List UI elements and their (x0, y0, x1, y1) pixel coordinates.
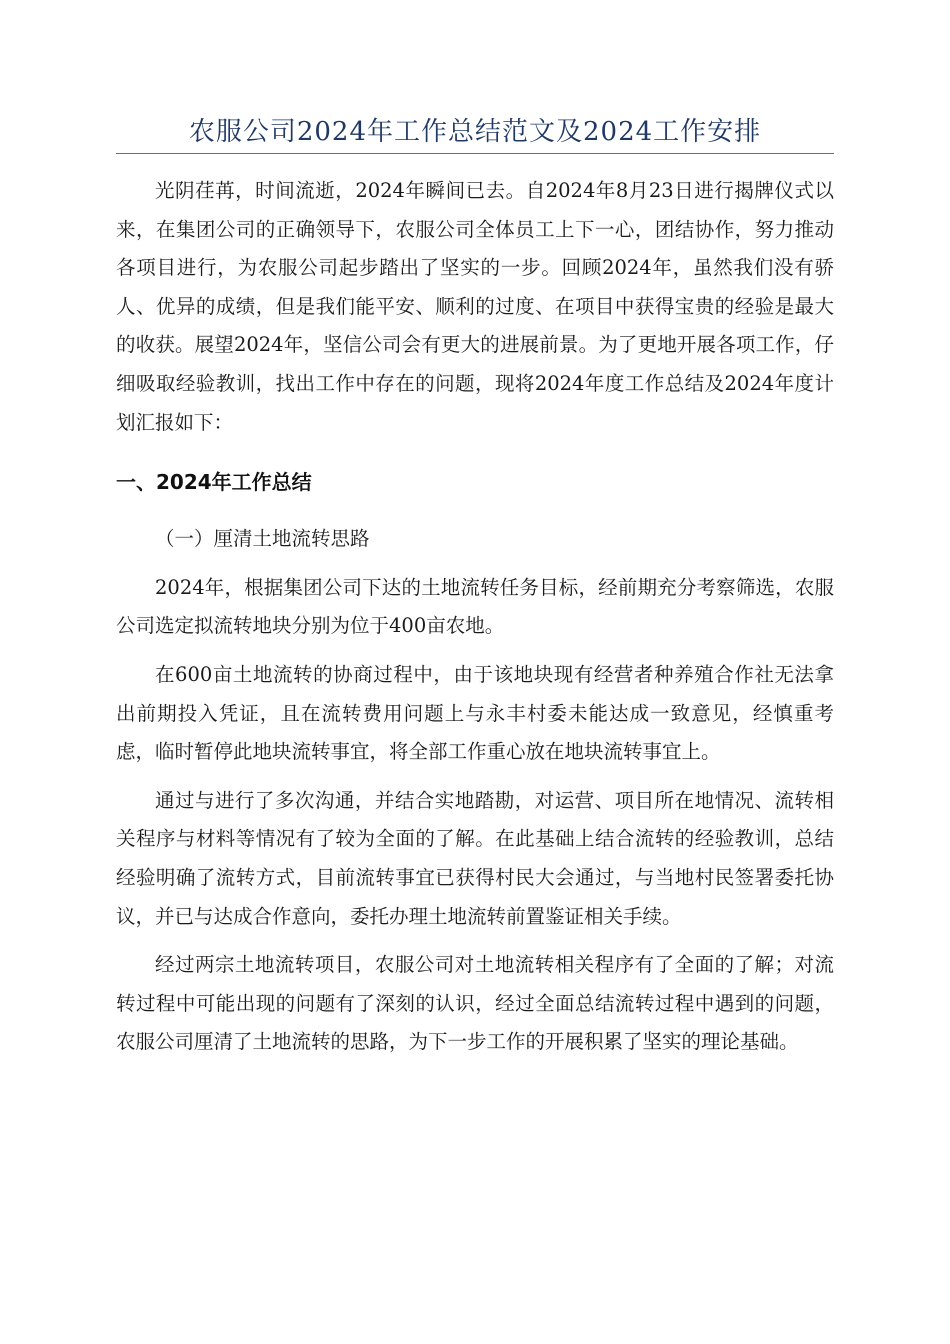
subsection-heading: （一）厘清土地流转思路 (155, 527, 370, 551)
intro-paragraph: 光阴荏苒，时间流逝，2024年瞬间已去。自2024年8月23日进行揭牌仪式以来，在集团公司的正确领导下，农服公司全体员工上下一心，团结协作，努力推动各项目进行，为农服公司起步踏出了坚实的一步。回顾2024年，虽然我们没有骄人、优异的成绩，但是我们能平安、顺利的过度、在项目中获得宝贵的经验是最大的收获。展望2024年，坚信公司会有更大的进展前景。为了更地开展各项工作，仔细吸取经验教训，找出工作中存在的问题，现将2024年度工作总结及2024年度计划汇报如下： (116, 179, 834, 434)
body-paragraph: 经过两宗土地流转项目，农服公司对土地流转相关程序有了全面的了解；对流转过程中可能出现的问题有了深刻的认识，经过全面总结流转过程中遇到的问题，农服公司厘清了土地流转的思路，为下一步工作的开展积累了坚实的理论基础。 (116, 953, 834, 1054)
body-paragraph: 2024年，根据集团公司下达的土地流转任务目标，经前期充分考察筛选，农服公司选定拟流转地块分别为位于400亩农地。 (116, 575, 834, 638)
body-paragraph: 在600亩土地流转的协商过程中，由于该地块现有经营者种养殖合作社无法拿出前期投入凭证，且在流转费用问题上与永丰村委未能达成一致意见，经慎重考虑，临时暂停此地块流转事宜，将全部工作重心放在地块流转事宜上。 (116, 662, 834, 764)
document-body (116, 172, 834, 1062)
document-title: 农服公司2024年工作总结范文及2024工作安排 (188, 117, 762, 147)
body-paragraph: 通过与进行了多次沟通，并结合实地踏勘，对运营、项目所在地情况、流转相关程序与材料等情况有了较为全面的了解。在此基础上结合流转的经验教训，总结经验明确了流转方式，目前流转事宜已获得村民大会通过，与当地村民签署委托协议，并已与达成合作意向，委托办理土地流转前置鉴证相关手续。 (116, 788, 834, 928)
section-heading: 一、2024年工作总结 (116, 470, 312, 495)
title-underline (116, 153, 834, 154)
